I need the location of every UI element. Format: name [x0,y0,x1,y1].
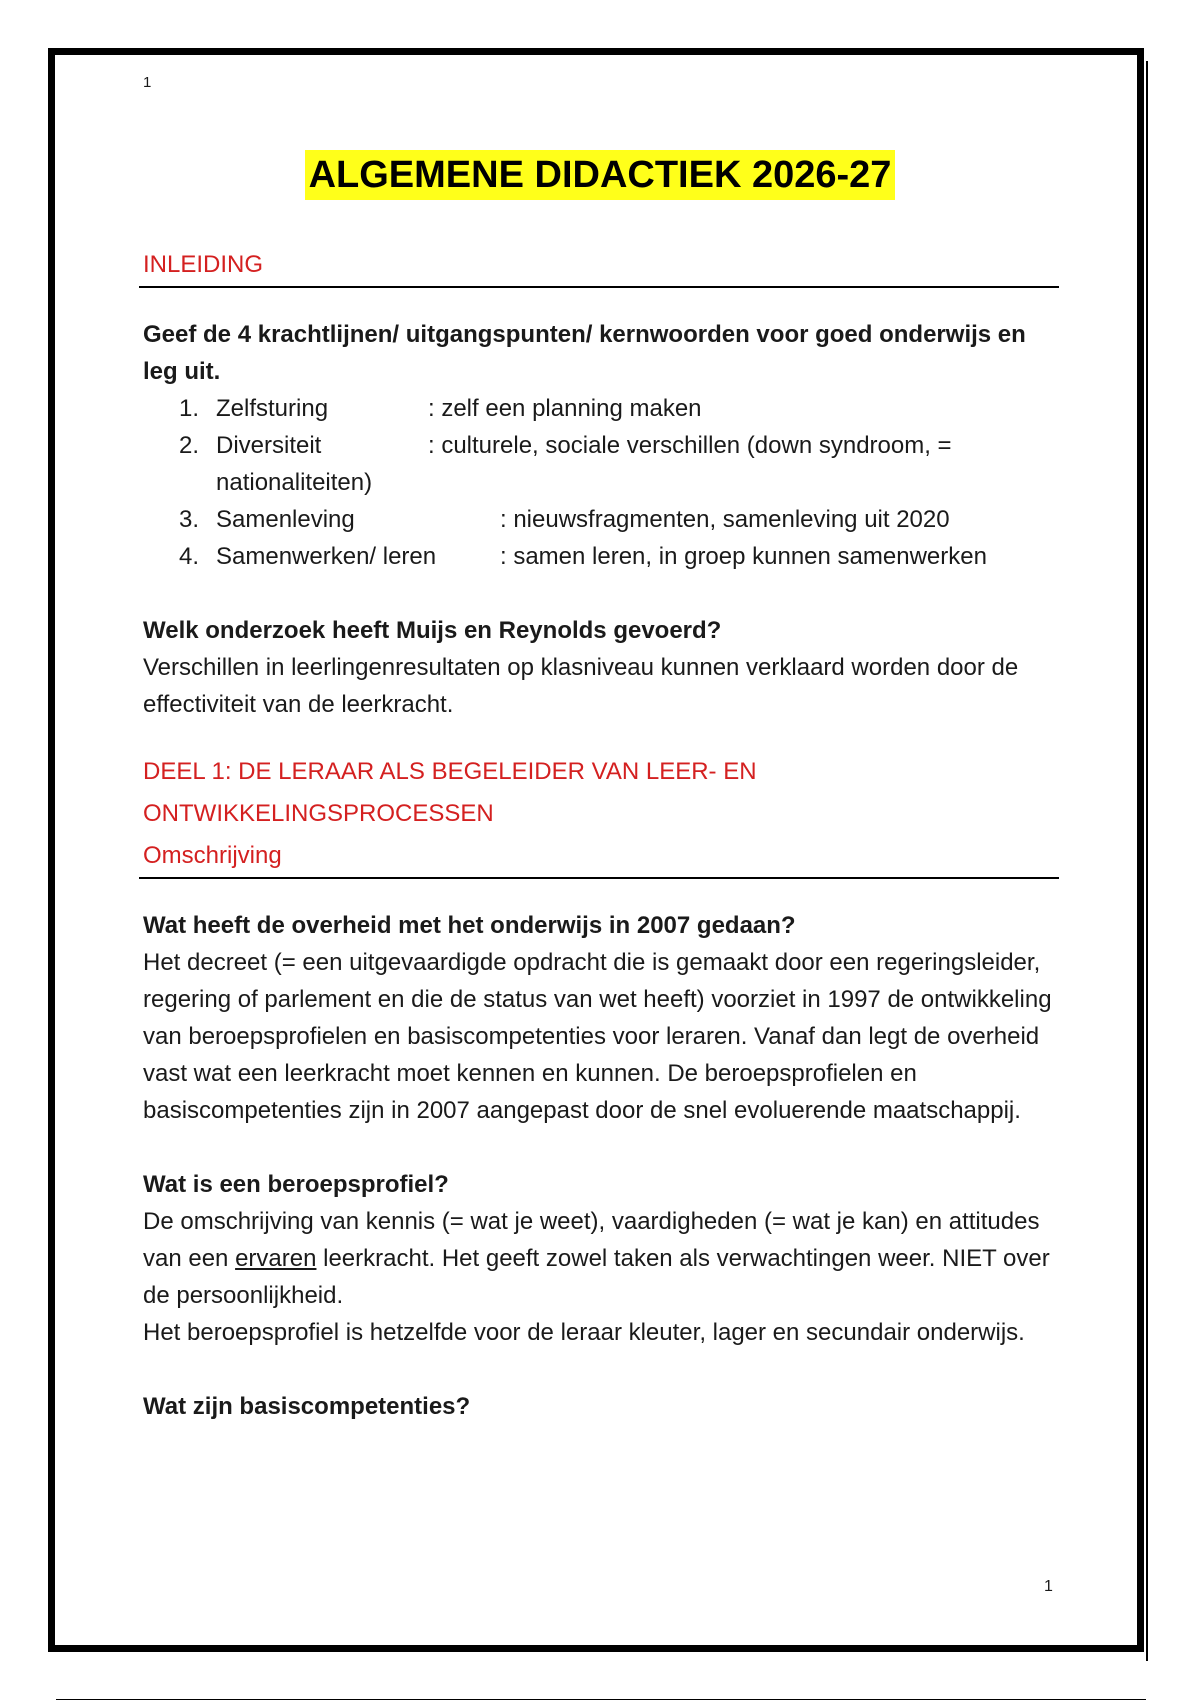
answer-muijs-reynolds: Verschillen in leerlingenresultaten op klasniveau kunnen verklaard worden door de effectiviteit van de leerkracht. [143,654,1019,718]
question-muijs-reynolds: Welk onderzoek heeft Muijs en Reynolds gevoerd? [143,617,722,644]
list-item-text: : zelf een planning maken [428,395,702,422]
answer-overheid-2007: Het decreet (= een uitgevaardigde opdracht die is gemaakt door een regeringsleider, regering of parlement en die de status van wet heeft) voorziet in 1997 de ontwikkeling van beroepsprofielen en basiscompetenties voor leraren. Vanaf dan legt de overheid vast wat een leerkracht moet kennen en kunnen. De beroepsprofielen en basiscompetenties zijn in 2007 aangepast door de snel evoluerende maatschappij. [143,949,1052,1124]
list-item-term: Diversiteit [216,432,322,459]
answer-beroepsprofiel [143,1203,1063,1314]
question-overheid-2007: Wat heeft de overheid met het onderwijs in 2007 gedaan? [143,912,796,939]
list-item-text: : culturele, sociale verschillen (down syndroom, = [428,432,952,459]
krachtlijnen-list [143,390,1063,575]
list-item-term: Zelfsturing [216,395,329,422]
list-item-term: Samenwerken/ leren [216,543,437,570]
subheading-omschrijving: Omschrijving [143,842,282,869]
document-body [143,244,1063,1425]
question-basiscompetenties: Wat zijn basiscompetenties? [143,1393,471,1420]
header-page-number: 1 [143,74,152,91]
list-item-text-continued: nationaliteiten) [216,469,373,496]
title-wrap [0,150,1200,200]
question-beroepsprofiel: Wat is een beroepsprofiel? [143,1171,449,1198]
list-item-term: Samenleving [216,506,355,533]
list-item [143,501,1063,538]
list-item [143,427,1063,464]
footer-page-number: 1 [1044,1578,1053,1595]
list-item-number: 3. [179,506,200,533]
list-item [143,538,1063,575]
section-heading-deel1: DEEL 1: DE LERAAR ALS BEGELEIDER VAN LEER- EN ONTWIKKELINGSPROCESSEN [143,758,757,827]
list-item [143,390,1063,427]
document-title: ALGEMENE DIDACTIEK 2026-27 [305,150,896,200]
answer-text: leerkracht. Het geeft zowel taken als verwachtingen weer. NIET over de persoonlijkheid. [143,1245,1050,1309]
underlined-word: ervaren [235,1245,317,1272]
list-item-number: 1. [179,395,200,422]
section-heading-intro: INLEIDING [143,251,264,278]
question-krachtlijnen: Geef de 4 krachtlijnen/ uitgangspunten/ kernwoorden voor goed onderwijs en leg uit. [143,321,1026,385]
list-item-text: : nieuwsfragmenten, samenleving uit 2020 [500,506,950,533]
answer-text: De omschrijving van kennis (= wat je weet), vaardigheden (= wat je kan) en attitudes van een [143,1208,1040,1272]
list-item-continuation [143,464,1063,501]
list-item-text: : samen leren, in groep kunnen samenwerken [500,543,987,570]
list-item-number: 2. [179,432,200,459]
list-item-number: 4. [179,543,200,570]
answer-beroepsprofiel-extra: Het beroepsprofiel is hetzelfde voor de leraar kleuter, lager en secundair onderwijs. [143,1319,1025,1346]
